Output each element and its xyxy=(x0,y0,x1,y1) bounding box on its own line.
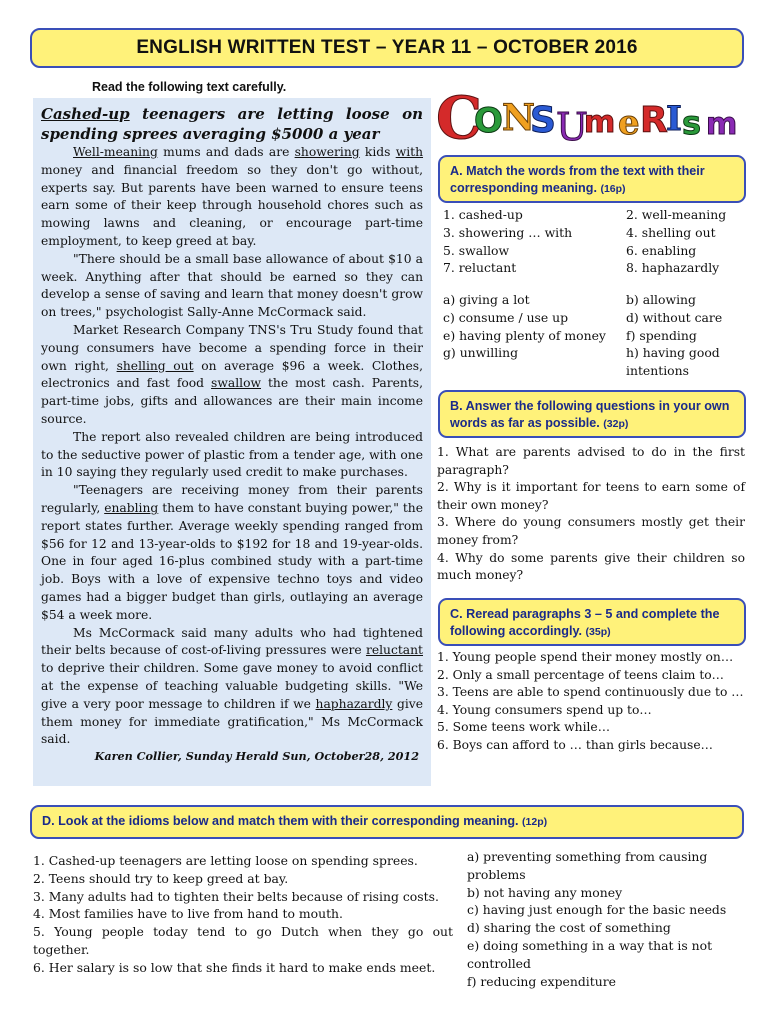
test-title: ENGLISH WRITTEN TEST – YEAR 11 – OCTOBER 2016 xyxy=(136,37,638,58)
word-8: 8. haphazardly xyxy=(626,260,720,276)
article-paragraph-3 xyxy=(41,322,423,429)
svg-text:s: s xyxy=(682,104,702,142)
idiom-meaning-d: d) sharing the cost of something xyxy=(467,920,671,936)
section-c-points: (35p) xyxy=(585,626,611,638)
question-b3: 3. Where do young consumers mostly get their money from? xyxy=(437,515,745,547)
p6-term-2: haphazardly xyxy=(315,696,393,711)
meaning-g: g) unwilling xyxy=(443,345,519,361)
p3-term-1: shelling out xyxy=(116,358,194,373)
p3-term-2: swallow xyxy=(211,376,261,391)
p6-post: give them money for immediate gratification," Ms McCormack said. xyxy=(41,696,423,747)
section-d-idioms xyxy=(33,852,453,977)
idiom-2: 2. Teens should try to keep greed at bay. xyxy=(33,870,289,886)
item-c1: 1. Young people spend their money mostly on… xyxy=(437,650,734,664)
item-c6: 6. Boys can afford to … than girls because… xyxy=(437,737,713,752)
article-paragraph-2: "There should be a small base allowance of about $10 a week. Anything after that should be earned so they can develop a sense of saving and learn that money doesn't grow on trees," psychologist Sally-Anne McCormack said. xyxy=(41,251,423,320)
idiom-6: 6. Her salary is so low that she finds it hard to make ends meet. xyxy=(33,959,436,975)
meaning-b: b) allowing xyxy=(626,292,696,307)
headline-rest: teenagers are letting loose on spending sprees averaging $5000 a year xyxy=(41,105,423,143)
svg-text:U: U xyxy=(556,105,589,149)
section-a-points: (16p) xyxy=(600,183,626,195)
idiom-meaning-a: a) preventing something from causing problems xyxy=(467,849,708,882)
p1-mid-2: kids xyxy=(359,145,396,159)
section-b-header xyxy=(438,390,746,438)
word-3: 3. showering … with xyxy=(443,224,573,240)
svg-text:C: C xyxy=(436,84,483,152)
article-paragraph-6 xyxy=(41,625,423,750)
section-b-title: B. Answer the following questions in your own words as far as possible. xyxy=(450,399,730,430)
meaning-f: f) spending xyxy=(626,327,697,343)
section-b-questions xyxy=(437,444,745,585)
section-b-points: (32p) xyxy=(603,418,629,430)
p3-mid-1: on average $96 a week. Clothes, electronics and fast food xyxy=(41,358,423,391)
section-a-meanings xyxy=(443,291,756,380)
item-c4: 4. Young consumers spend up to… xyxy=(437,702,652,717)
idiom-3: 3. Many adults had to tighten their belts because of rising costs. xyxy=(33,888,439,904)
svg-text:m: m xyxy=(584,105,616,140)
p5-post: them to have constant buying power," the report states further. Average weekly spending ranged from $56 for 12 and 13-year-olds to $192 for 18 and 19-year-olds. One in four aged 16-plus combined study with a part-time job. Boys with a love of expensive techno toys and video games had a bigger budget than girls, outlaying an average $54 a week more. xyxy=(41,500,423,622)
p6-mid-1: to deprive their children. Some gave money to avoid conflict at the expense of teaching valuable budgeting skills. "We give a very poor message to children if we xyxy=(41,661,423,711)
p5-term-1: enabling xyxy=(104,500,159,515)
idiom-5: 5. Young people today tend to go Dutch when they go out together. xyxy=(33,924,453,957)
svg-text:R: R xyxy=(640,100,668,141)
section-a-header xyxy=(438,155,746,203)
p6-pre: Ms McCormack said many adults who had tightened their belts because of cost-of-living pressures were xyxy=(41,625,423,658)
word-6: 6. enabling xyxy=(626,242,697,258)
article-paragraph-5 xyxy=(41,482,423,624)
section-c-items xyxy=(437,649,745,755)
article-panel xyxy=(33,98,431,786)
meaning-d: d) without care xyxy=(626,309,723,325)
test-title-banner xyxy=(30,28,744,68)
article-paragraph-4: The report also revealed children are being introduced to the seductive power of plastic from a tender age, with one in 10 saying they regularly used credit to make purchases. xyxy=(41,429,423,480)
p1-term-2: showering xyxy=(294,145,360,159)
p1-term-1: Well-meaning xyxy=(73,145,158,159)
idiom-meaning-e: e) doing something in a way that is not controlled xyxy=(467,937,713,971)
section-d-title: D. Look at the idioms below and match them with their corresponding meaning. xyxy=(42,814,519,828)
question-b4: 4. Why do some parents give their children so much money? xyxy=(437,550,745,583)
meaning-e: e) having plenty of money xyxy=(443,327,606,343)
headline-underlined: Cashed-up xyxy=(41,105,130,123)
item-c5: 5. Some teens work while… xyxy=(437,720,611,735)
section-d-header xyxy=(30,805,744,839)
p5-pre: "Teenagers are receiving money from their parents regularly, xyxy=(41,483,423,515)
reading-instruction: Read the following text carefully. xyxy=(92,80,287,94)
svg-text:N: N xyxy=(502,97,535,139)
article-byline: Karen Collier, Sunday Herald Sun, October28, 2012 xyxy=(94,749,419,764)
idiom-meaning-c: c) having just enough for the basic needs xyxy=(467,902,727,918)
word-1: 1. cashed-up xyxy=(443,207,523,222)
section-d-points: (12p) xyxy=(522,816,548,828)
word-7: 7. reluctant xyxy=(443,260,517,276)
question-b2: 2. Why is it important for teens to earn some of their own money? xyxy=(437,480,745,512)
p6-term-1: reluctant xyxy=(365,643,423,658)
word-4: 4. shelling out xyxy=(626,224,716,240)
p1-post: money and financial freedom so they don't go without, experts say. But parents have been warned to ensure teens earn some of their keep through household chores such as mowing lawns and cleaning, or encourage part-time employment, to keep greed at bay. xyxy=(41,162,423,248)
meaning-a: a) giving a lot xyxy=(443,292,530,307)
item-c2: 2. Only a small percentage of teens claim to… xyxy=(437,667,724,682)
question-b1: 1. What are parents advised to do in the first paragraph? xyxy=(437,445,745,477)
section-c-title: C. Reread paragraphs 3 – 5 and complete the following accordingly. xyxy=(450,607,720,638)
word-5: 5. swallow xyxy=(443,242,510,258)
section-a-words xyxy=(443,206,756,277)
article-headline xyxy=(41,104,423,144)
svg-text:I: I xyxy=(666,99,682,139)
idiom-1: 1. Cashed-up teenagers are letting loose on spending sprees. xyxy=(33,853,418,868)
svg-text:e: e xyxy=(618,103,640,143)
idiom-meaning-f: f) reducing expenditure xyxy=(467,973,616,989)
section-a-title: A. Match the words from the text with their corresponding meaning. xyxy=(450,164,705,195)
idiom-4: 4. Most families have to live from hand to mouth. xyxy=(33,906,343,922)
p1-term-3: with xyxy=(395,145,424,159)
svg-text:O: O xyxy=(474,101,503,141)
item-c3: 3. Teens are able to spend continuously due to … xyxy=(437,685,744,700)
svg-text:S: S xyxy=(530,100,556,141)
article-paragraph-1 xyxy=(41,144,423,251)
consumerism-logo xyxy=(432,80,762,152)
svg-text:m: m xyxy=(706,107,738,142)
section-c-header xyxy=(438,598,746,646)
meaning-c: c) consume / use up xyxy=(443,309,569,325)
section-d-meanings xyxy=(467,848,757,990)
meaning-h: h) having good intentions xyxy=(626,345,720,379)
idiom-meaning-b: b) not having any money xyxy=(467,884,623,900)
word-2: 2. well-meaning xyxy=(626,207,727,222)
p3-post: the most cash. Parents, part-time jobs, gifts and allowances are their main income source. xyxy=(41,376,423,426)
p1-mid-1: mums and dads are xyxy=(157,145,295,159)
p3-pre: Market Research Company TNS's Tru Study found that young consumers have become a spending force in their own right, xyxy=(41,322,423,373)
